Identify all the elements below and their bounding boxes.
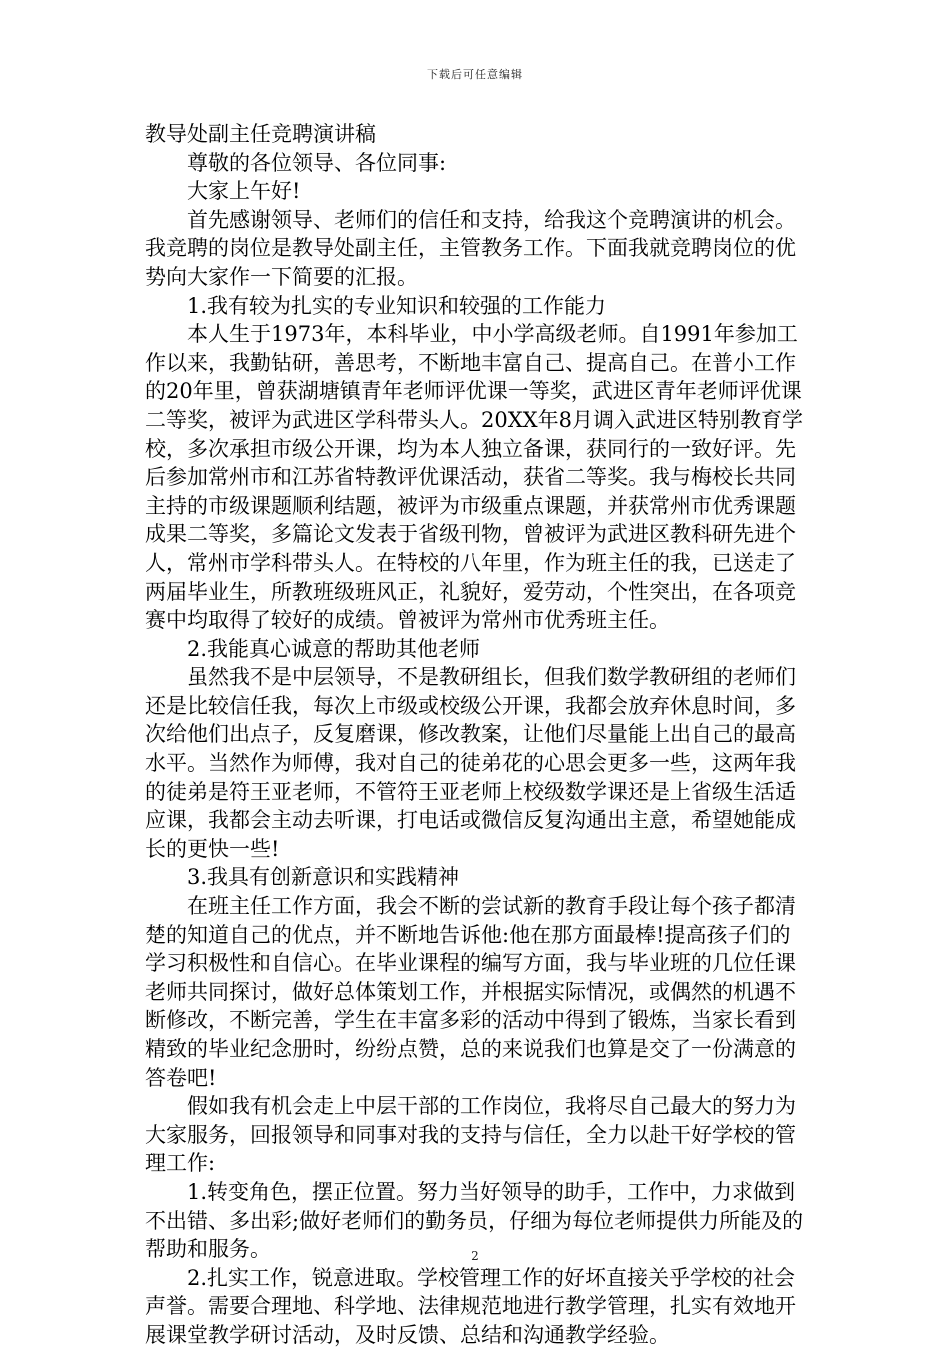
page-number: 2 [471,1249,479,1263]
paragraph-section-3: 在班主任工作方面，我会不断的尝试新的教育手段让每个孩子都清楚的知道自己的优点，并不断地告诉他:他在那方面最棒!提高孩子们的学习积极性和自信心。在毕业课程的编写方面，我与毕业班的几位任课老师共同探讨，做好总体策划工作，并根据实际情况，或偶然的机遇不断修改，不断完善，学生在丰富多彩的活动中得到了锻炼，当家长看到精致的毕业纪念册时，纷纷点赞，总的来说我们也算是交了一份满意的答卷吧! [145,894,796,1090]
document-title: 教导处副主任竞聘演讲稿 [145,122,376,146]
greeting: 大家上午好! [187,179,301,204]
document-body [145,120,805,1350]
paragraph-commitment: 假如我有机会走上中层干部的工作岗位，我将尽自己最大的努力为大家服务，回报领导和同事对我的支持与信任，全力以赴干好学校的管理工作: [145,1094,796,1176]
paragraph-section-1: 本人生于1973年，本科毕业，中小学高级老师。自1991年参加工作以来，我勤钻研，善思考，不断地丰富自己、提高自己。在普小工作的20年里，曾获湖塘镇青年老师评优课一等奖，武进区青年老师评优课二等奖，被评为武进区学科带头人。20XX年8月调入武进区特别教育学校，多次承担市级公开课，均为本人独立备课，获同行的一致好评。先后参加常州市和江苏省特教评优课活动，获省二等奖。我与梅校长共同主持的市级课题顺利结题，被评为市级重点课题，并获常州市优秀课题成果二等奖，多篇论文发表于省级刊物，曾被评为武进区教科研先进个人，常州市学科带头人。在特校的八年里，作为班主任的我，已送走了两届毕业生，所教班级班风正，礼貌好，爱劳动，个性突出，在各项竞赛中均取得了较好的成绩。曾被评为常州市优秀班主任。 [145,322,803,633]
salutation: 尊敬的各位领导、各位同事: [187,150,447,175]
section-heading-1: 1.我有较为扎实的专业知识和较强的工作能力 [187,293,607,318]
commitment-item-1: 1.转变角色，摆正位置。努力当好领导的助手，工作中，力求做到不出错、多出彩;做好老师们的勤务员，仔细为每位老师提供力所能及的帮助和服务。 [145,1179,804,1262]
commitment-item-2: 2.扎实工作，锐意进取。学校管理工作的好坏直接关乎学校的社会声誉。需要合理地、科学地、法律规范地进行教学管理，扎实有效地开展课堂教学研讨活动，及时反馈、总结和沟通教学经验。 [145,1265,796,1347]
section-heading-3: 3.我具有创新意识和实践精神 [187,865,460,890]
header-note: 下载后可任意编辑 [427,68,523,81]
paragraph-intro: 首先感谢领导、老师们的信任和支持，给我这个竞聘演讲的机会。我竞聘的岗位是教导处副主任，主管教务工作。下面我就竞聘岗位的优势向大家作一下简要的汇报。 [145,207,796,289]
paragraph-section-2: 虽然我不是中层领导，不是教研组长，但我们数学教研组的老师们还是比较信任我，每次上市级或校级公开课，我都会放弃休息时间，多次给他们出点子，反复磨课，修改教案，让他们尽量能上出自己的最高水平。当然作为师傅，我对自己的徒弟花的心思会更多一些，这两年我的徒弟是符王亚老师，不管符王亚老师上校级数学课还是上省级生活适应课，我都会主动去听课，打电话或微信反复沟通出主意，希望她能成长的更快一些! [145,665,796,861]
section-heading-2: 2.我能真心诚意的帮助其他老师 [187,636,481,661]
